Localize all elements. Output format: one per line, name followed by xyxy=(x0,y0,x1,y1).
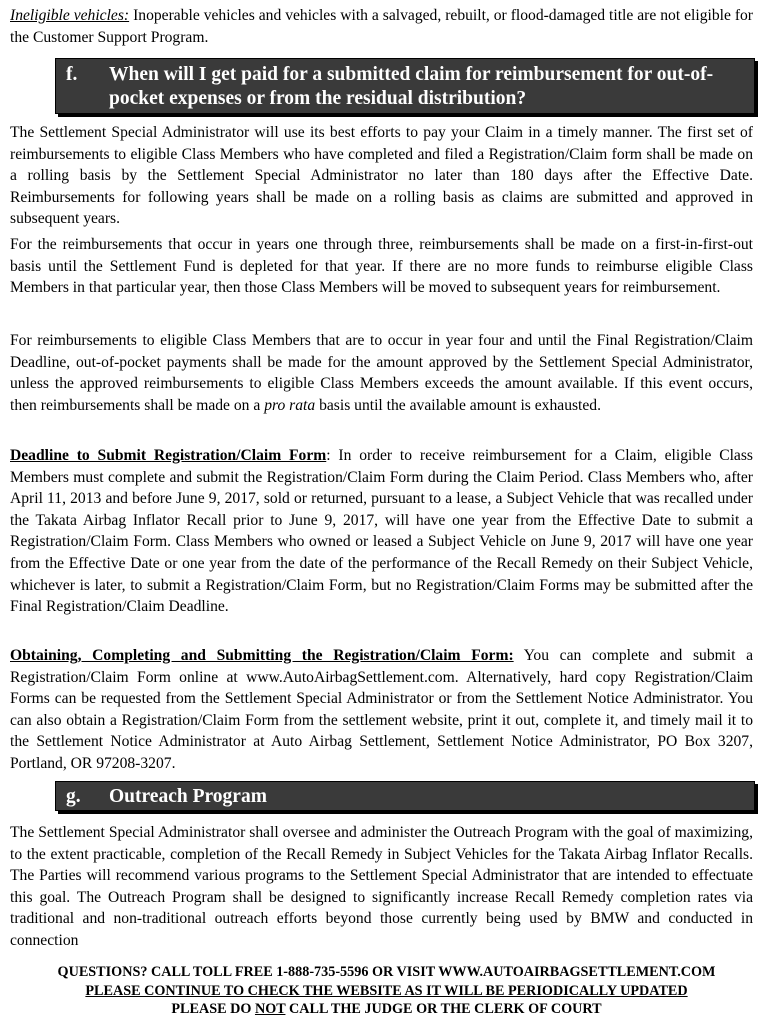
ineligible-vehicles-label: Ineligible vehicles: xyxy=(10,7,130,24)
para3-end: basis until the available amount is exhausted. xyxy=(315,396,602,414)
section-f-paragraph-3 xyxy=(10,330,753,416)
footer-warning-end: CALL THE JUDGE OR THE CLERK OF COURT xyxy=(285,1001,602,1017)
deadline-paragraph xyxy=(10,445,753,618)
obtaining-text: You can complete and submit a Registration/Claim Form online at www.AutoAirbagSettlement.com. Alternatively, hard copy Registration/Claim Forms can be requested from the Settlement Special Administrator or from the Settlement Notice Administrator. You can also obtain a Registration/Claim Form from the settlement website, print it out, complete it, and timely mail it to the Settlement Notice Administrator at Auto Airbag Settlement, Settlement Notice Administrator, PO Box 3207, Portland, OR 97208-3207. xyxy=(10,647,753,772)
section-f-letter: f. xyxy=(66,64,78,85)
footer-warning-not: NOT xyxy=(254,1001,286,1017)
section-g-letter: g. xyxy=(66,786,81,807)
para3-italic: pro rata xyxy=(264,396,316,414)
footer-website-line: PLEASE CONTINUE TO CHECK THE WEBSITE AS IT WILL BE PERIODICALLY UPDATED xyxy=(85,982,688,999)
section-f-paragraph-2: For the reimbursements that occur in years one through three, reimbursements shall be made on a first-in-first-out basis until the Settlement Fund is depleted for that year. If there are no more funds to reimburse eligible Class Members in that particular year, then those Class Members will be moved to subsequent years for reimbursement. xyxy=(10,236,753,297)
deadline-label: Deadline to Submit Registration/Claim Form xyxy=(10,447,327,464)
ineligible-vehicles-text: Inoperable vehicles and vehicles with a salvaged, rebuilt, or flood-damaged title are not eligible for the Customer Support Program. xyxy=(10,7,754,46)
page-footer xyxy=(0,963,773,1019)
section-g-title: Outreach Program xyxy=(109,786,267,807)
section-f-heading xyxy=(55,58,755,114)
footer-questions-line: QUESTIONS? CALL TOLL FREE 1-888-735-5596 OR VISIT WWW.AUTOAIRBAGSETTLEMENT.COM xyxy=(57,964,716,980)
section-g-paragraph-1: The Settlement Special Administrator shall oversee and administer the Outreach Program with the goal of maximizing, to the extent practicable, completion of the Recall Remedy in Subject Vehicles for the Takata Airbag Inflator Recalls. The Parties will recommend various programs to the Settlement Special Administrator that are intended to effectuate this goal. The Outreach Program shall be designed to significantly increase Recall Remedy completion rates via traditional and non-traditional outreach efforts beyond those currently being used by BMW and conducted in connection xyxy=(10,824,753,949)
footer-warning-start: PLEASE DO xyxy=(171,1001,255,1017)
footer-warning-line xyxy=(0,1000,773,1019)
para3-start: For reimbursements to eligible Class Members that are to occur in year four and until the Final Registration/Claim Deadline, out-of-pocket payments shall be made for the amount approved by the Settlement Special Administrator, unless the approved reimbursements to eligible Class Members exceeds the amount available. If this event occurs, then reimbursements shall be made on a xyxy=(10,332,753,414)
section-f-paragraph-1: The Settlement Special Administrator will use its best efforts to pay your Claim in a timely manner. The first set of reimbursements to eligible Class Members who have completed and filed a Registration/Claim form shall be made on a rolling basis by the Settlement Special Administrator no later than 180 days after the Effective Date. Reimbursements for following years shall be made on a rolling basis as claims are submitted and approved in subsequent years. xyxy=(10,124,753,228)
ineligible-vehicles-paragraph xyxy=(10,5,753,48)
obtaining-label: Obtaining, Completing and Submitting the Registration/Claim Form: xyxy=(10,647,514,664)
section-g-heading xyxy=(55,781,755,811)
deadline-text: : In order to receive reimbursement for a Claim, eligible Class Members must complete and submit the Registration/Claim Form during the Claim Period. Class Members who, after April 11, 2013 and before June 9, 2017, sold or returned, pursuant to a lease, a Subject Vehicle that was recalled under the Takata Airbag Inflator Recall prior to June 9, 2017, will have one year from the Effective Date to submit a Registration/Claim Form. Class Members who owned or leased a Subject Vehicle on June 9, 2017 will have one year from the Effective Date or one year from the date of the performance of the Recall Remedy on their Subject Vehicle, whichever is later, to submit a Registration/Claim Form, but no Registration/Claim Forms may be submitted after the Final Registration/Claim Deadline. xyxy=(10,447,753,616)
obtaining-paragraph xyxy=(10,645,753,775)
section-f-title: When will I get paid for a submitted claim for reimbursement for out-of-pocket expenses or from the residual distribution? xyxy=(109,64,714,109)
